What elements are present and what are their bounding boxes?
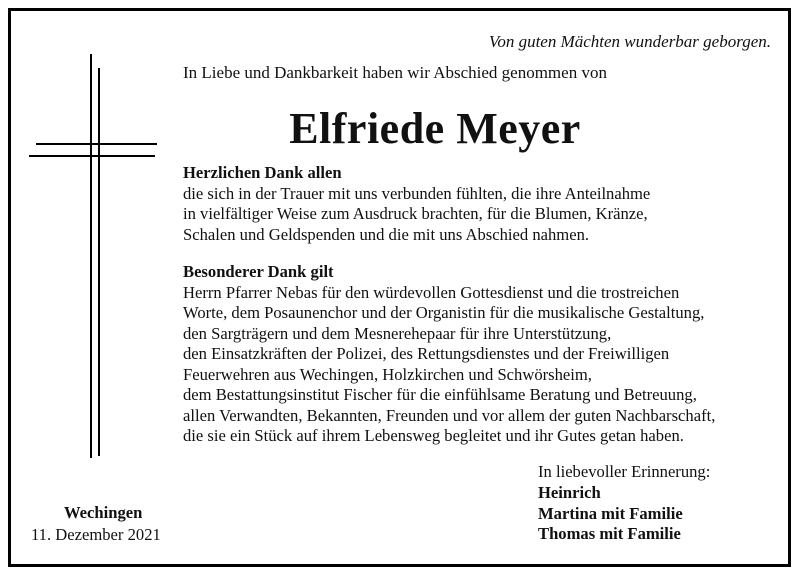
thanks-special-line: den Einsatzkräften der Polizei, des Rettungsdienstes und der Freiwilligen	[183, 344, 670, 363]
thanks-special-line: dem Bestattungsinstitut Fischer für die einfühlsame Beratung und Betreuung,	[183, 385, 697, 404]
intro-text: In Liebe und Dankbarkeit haben wir Abschied genommen von	[183, 63, 607, 82]
thanks-special-line: Herrn Pfarrer Nebas für den würdevollen Gottesdienst und die trostreichen	[183, 282, 680, 302]
mourner-name: Heinrich	[538, 482, 601, 502]
mourner-name: Martina mit Familie	[538, 503, 683, 523]
thanks-special-section	[183, 262, 715, 447]
place: Wechingen	[64, 503, 143, 522]
thanks-general-line: Schalen und Geldspenden und die mit uns Abschied nahmen.	[183, 224, 590, 244]
thanks-general-heading: Herzlichen Dank allen	[183, 163, 342, 182]
thanks-general-line: die sich in der Trauer mit uns verbunden fühlten, die ihre Anteilnahme	[183, 183, 651, 203]
motto: Von guten Mächten wunderbar geborgen.	[488, 32, 771, 51]
thanks-general-section	[183, 163, 650, 245]
thanks-special-line: Worte, dem Posaunenchor und der Organistin für die musikalische Gestaltung,	[183, 303, 705, 322]
thanks-special-line: den Sargträgern und dem Mesnerehepaar für ihre Unterstützung,	[183, 323, 612, 343]
date: 11. Dezember 2021	[31, 525, 161, 544]
thanks-special-line: die sie ein Stück auf ihrem Lebensweg begleitet und ihr Gutes getan haben.	[183, 426, 684, 445]
deceased-name: Elfriede Meyer	[289, 104, 581, 153]
thanks-special-line: Feuerwehren aus Wechingen, Holzkirchen und Schwörsheim,	[183, 364, 592, 384]
signoff-intro: In liebevoller Erinnerung:	[538, 462, 711, 481]
thanks-special-heading: Besonderer Dank gilt	[183, 262, 334, 281]
mourner-name: Thomas mit Familie	[538, 524, 681, 544]
thanks-general-line: in vielfältiger Weise zum Ausdruck brachten, für die Blumen, Kränze,	[183, 204, 648, 223]
signoff-block	[538, 462, 710, 545]
thanks-special-line: allen Verwandten, Bekannten, Freunden und vor allem der guten Nachbarschaft,	[183, 405, 716, 425]
